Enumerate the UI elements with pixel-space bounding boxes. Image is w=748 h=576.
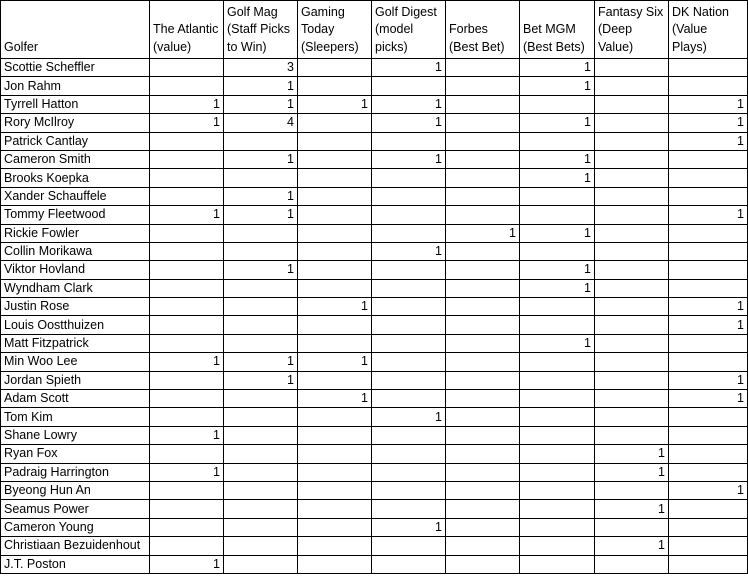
pick-count-cell: 1 [372, 95, 446, 113]
golfer-name-cell: Tyrrell Hatton [1, 95, 150, 113]
pick-count-cell: 1 [520, 114, 595, 132]
table-row [1, 114, 748, 132]
pick-count-cell: 1 [150, 95, 224, 113]
pick-count-cell [298, 169, 372, 187]
pick-count-cell [446, 187, 520, 205]
column-header: Fantasy Six (Deep Value) [595, 1, 669, 59]
golfer-name-cell: Xander Schauffele [1, 187, 150, 205]
pick-count-cell: 1 [372, 114, 446, 132]
pick-count-cell [150, 537, 224, 555]
pick-count-cell: 1 [372, 408, 446, 426]
table-row [1, 481, 748, 499]
table-row [1, 316, 748, 334]
table-row [1, 59, 748, 77]
pick-count-cell [150, 59, 224, 77]
pick-count-cell [224, 445, 298, 463]
pick-count-cell [520, 555, 595, 573]
pick-count-cell [224, 132, 298, 150]
pick-count-cell [224, 463, 298, 481]
pick-count-cell [224, 537, 298, 555]
pick-count-cell: 1 [298, 390, 372, 408]
pick-count-cell [298, 242, 372, 260]
pick-count-cell [520, 445, 595, 463]
pick-count-cell [595, 59, 669, 77]
pick-count-cell [372, 169, 446, 187]
pick-count-cell [372, 334, 446, 352]
table-row [1, 95, 748, 113]
pick-count-cell [224, 224, 298, 242]
pick-count-cell [520, 426, 595, 444]
pick-count-cell [150, 518, 224, 536]
pick-count-cell: 1 [669, 390, 748, 408]
pick-count-cell [298, 224, 372, 242]
pick-count-cell: 1 [298, 95, 372, 113]
table-row [1, 408, 748, 426]
pick-count-cell [446, 537, 520, 555]
table-row [1, 187, 748, 205]
pick-count-cell [150, 77, 224, 95]
pick-count-cell [372, 390, 446, 408]
pick-count-cell: 1 [150, 555, 224, 573]
golfer-name-cell: Patrick Cantlay [1, 132, 150, 150]
pick-count-cell [595, 353, 669, 371]
pick-count-cell [298, 555, 372, 573]
pick-count-cell: 1 [520, 261, 595, 279]
pick-count-cell [150, 224, 224, 242]
pick-count-cell [298, 59, 372, 77]
pick-count-cell [669, 279, 748, 297]
pick-count-cell [520, 537, 595, 555]
pick-count-cell: 1 [150, 426, 224, 444]
golfer-name-cell: Jordan Spieth [1, 371, 150, 389]
table-row [1, 77, 748, 95]
golfer-name-cell: Seamus Power [1, 500, 150, 518]
pick-count-cell: 1 [520, 150, 595, 168]
pick-count-cell [595, 316, 669, 334]
golfer-name-cell: Min Woo Lee [1, 353, 150, 371]
pick-count-cell [595, 206, 669, 224]
pick-count-cell [298, 463, 372, 481]
pick-count-cell [150, 298, 224, 316]
pick-count-cell [669, 408, 748, 426]
pick-count-cell [595, 77, 669, 95]
pick-count-cell [595, 518, 669, 536]
pick-count-cell: 1 [150, 114, 224, 132]
pick-count-cell [446, 242, 520, 260]
pick-count-cell [150, 169, 224, 187]
pick-count-cell: 1 [520, 77, 595, 95]
pick-count-cell: 1 [669, 206, 748, 224]
pick-count-cell: 1 [520, 279, 595, 297]
pick-count-cell [595, 187, 669, 205]
golfer-name-cell: Matt Fitzpatrick [1, 334, 150, 352]
pick-count-cell [669, 187, 748, 205]
table-row [1, 426, 748, 444]
table-row [1, 390, 748, 408]
pick-count-cell: 1 [595, 463, 669, 481]
golfer-name-cell: Collin Morikawa [1, 242, 150, 260]
pick-count-cell [669, 224, 748, 242]
pick-count-cell [150, 150, 224, 168]
table-row [1, 353, 748, 371]
pick-count-cell [150, 132, 224, 150]
pick-count-cell [298, 426, 372, 444]
column-header: Golf Digest (model picks) [372, 1, 446, 59]
pick-count-cell [298, 150, 372, 168]
pick-count-cell: 1 [224, 77, 298, 95]
pick-count-cell [446, 95, 520, 113]
column-header-golfer: Golfer [1, 1, 150, 59]
pick-count-cell [446, 481, 520, 499]
golfer-name-cell: Cameron Young [1, 518, 150, 536]
pick-count-cell [669, 150, 748, 168]
pick-count-cell [669, 555, 748, 573]
table-row [1, 169, 748, 187]
pick-count-cell [595, 95, 669, 113]
golfer-name-cell: Shane Lowry [1, 426, 150, 444]
pick-count-cell [298, 261, 372, 279]
pick-count-cell: 1 [224, 371, 298, 389]
pick-count-cell [298, 334, 372, 352]
pick-count-cell: 1 [520, 224, 595, 242]
golfer-name-cell: Byeong Hun An [1, 481, 150, 499]
pick-count-cell [446, 316, 520, 334]
pick-count-cell [595, 261, 669, 279]
pick-count-cell [298, 132, 372, 150]
pick-count-cell [446, 518, 520, 536]
pick-count-cell [150, 408, 224, 426]
table-row [1, 132, 748, 150]
pick-count-cell [446, 426, 520, 444]
pick-count-cell [446, 408, 520, 426]
pick-count-cell [224, 316, 298, 334]
pick-count-cell [150, 279, 224, 297]
golfer-name-cell: Brooks Koepka [1, 169, 150, 187]
pick-count-cell: 1 [520, 169, 595, 187]
pick-count-cell [669, 242, 748, 260]
pick-count-cell [372, 187, 446, 205]
pick-count-cell: 4 [224, 114, 298, 132]
pick-count-cell [595, 555, 669, 573]
pick-count-cell [298, 279, 372, 297]
pick-count-cell [150, 187, 224, 205]
pick-count-cell [446, 500, 520, 518]
pick-count-cell: 1 [669, 298, 748, 316]
pick-count-cell [224, 169, 298, 187]
pick-count-cell [669, 463, 748, 481]
pick-count-cell [446, 279, 520, 297]
pick-count-cell: 1 [446, 224, 520, 242]
pick-count-cell [446, 298, 520, 316]
pick-count-cell [446, 390, 520, 408]
pick-count-cell [595, 371, 669, 389]
pick-count-cell: 1 [595, 445, 669, 463]
pick-count-cell [595, 481, 669, 499]
table-header [1, 1, 748, 59]
pick-count-cell: 1 [224, 95, 298, 113]
golfer-name-cell: Padraig Harrington [1, 463, 150, 481]
golfer-name-cell: Louis Oostthuizen [1, 316, 150, 334]
pick-count-cell [520, 132, 595, 150]
pick-count-cell [372, 224, 446, 242]
table-row [1, 279, 748, 297]
pick-count-cell: 1 [224, 150, 298, 168]
pick-count-cell [669, 353, 748, 371]
pick-count-cell [595, 390, 669, 408]
table-row [1, 445, 748, 463]
pick-count-cell [446, 132, 520, 150]
pick-count-cell [298, 316, 372, 334]
pick-count-cell [298, 408, 372, 426]
pick-count-cell [446, 169, 520, 187]
pick-count-cell: 1 [595, 537, 669, 555]
pick-count-cell [298, 518, 372, 536]
golfer-name-cell: Adam Scott [1, 390, 150, 408]
column-header: Golf Mag (Staff Picks to Win) [224, 1, 298, 59]
golfer-name-cell: Cameron Smith [1, 150, 150, 168]
header-row [1, 1, 748, 59]
golfer-name-cell: Justin Rose [1, 298, 150, 316]
table-row [1, 555, 748, 573]
pick-count-cell [224, 298, 298, 316]
pick-count-cell [520, 518, 595, 536]
pick-count-cell [150, 316, 224, 334]
pick-count-cell [446, 206, 520, 224]
pick-count-cell [669, 59, 748, 77]
pick-count-cell: 1 [669, 371, 748, 389]
pick-count-cell [372, 261, 446, 279]
pick-count-cell [446, 77, 520, 95]
table-row [1, 518, 748, 536]
pick-count-cell: 1 [150, 463, 224, 481]
golfer-name-cell: Wyndham Clark [1, 279, 150, 297]
pick-count-cell [669, 518, 748, 536]
pick-count-cell [446, 555, 520, 573]
pick-count-cell [298, 481, 372, 499]
pick-count-cell [372, 316, 446, 334]
pick-count-cell [224, 500, 298, 518]
pick-count-cell [520, 187, 595, 205]
table-row [1, 261, 748, 279]
pick-count-cell: 1 [372, 150, 446, 168]
pick-count-cell [446, 445, 520, 463]
pick-count-cell [669, 334, 748, 352]
pick-count-cell [224, 408, 298, 426]
pick-count-cell: 1 [669, 132, 748, 150]
pick-count-cell [298, 114, 372, 132]
pick-count-cell [595, 150, 669, 168]
pick-count-cell [595, 408, 669, 426]
pick-count-cell [298, 371, 372, 389]
pick-count-cell [372, 279, 446, 297]
pick-count-cell [298, 206, 372, 224]
table-row [1, 206, 748, 224]
pick-count-cell [224, 426, 298, 444]
pick-count-cell: 1 [372, 518, 446, 536]
pick-count-cell [595, 279, 669, 297]
pick-count-cell [372, 426, 446, 444]
pick-count-cell [150, 242, 224, 260]
golfer-name-cell: Tommy Fleetwood [1, 206, 150, 224]
pick-count-cell [520, 463, 595, 481]
table-row [1, 224, 748, 242]
pick-count-cell [520, 371, 595, 389]
pick-count-cell [520, 316, 595, 334]
pick-count-cell: 1 [520, 59, 595, 77]
pick-count-cell [298, 500, 372, 518]
pick-count-cell [446, 353, 520, 371]
table-row [1, 150, 748, 168]
pick-count-cell: 1 [224, 261, 298, 279]
pick-count-cell [372, 77, 446, 95]
column-header: DK Nation (Value Plays) [669, 1, 748, 59]
column-header: Gaming Today (Sleepers) [298, 1, 372, 59]
pick-count-cell [520, 298, 595, 316]
pick-count-cell [595, 224, 669, 242]
pick-count-cell [372, 463, 446, 481]
pick-count-cell: 1 [298, 353, 372, 371]
pick-count-cell [224, 555, 298, 573]
pick-count-cell [446, 114, 520, 132]
table-row [1, 500, 748, 518]
pick-count-cell [372, 537, 446, 555]
pick-count-cell [150, 261, 224, 279]
pick-count-cell [224, 242, 298, 260]
pick-count-cell: 3 [224, 59, 298, 77]
pick-count-cell: 1 [669, 95, 748, 113]
pick-count-cell: 1 [298, 298, 372, 316]
pick-count-cell: 1 [372, 59, 446, 77]
pick-count-cell [595, 242, 669, 260]
pick-count-cell [669, 426, 748, 444]
table-row [1, 371, 748, 389]
pick-count-cell: 1 [150, 353, 224, 371]
pick-count-cell [150, 371, 224, 389]
pick-count-cell [595, 169, 669, 187]
column-header: Bet MGM (Best Bets) [520, 1, 595, 59]
table-row [1, 298, 748, 316]
golfer-name-cell: Christiaan Bezuidenhout [1, 537, 150, 555]
golfer-name-cell: Viktor Hovland [1, 261, 150, 279]
pick-count-cell [372, 481, 446, 499]
pick-count-cell [520, 206, 595, 224]
pick-count-cell [595, 298, 669, 316]
pick-count-cell [372, 555, 446, 573]
pick-count-cell [298, 537, 372, 555]
pick-count-cell [224, 518, 298, 536]
pick-count-cell [520, 481, 595, 499]
pick-count-cell: 1 [520, 334, 595, 352]
pick-count-cell [372, 132, 446, 150]
table-row [1, 334, 748, 352]
pick-count-cell [150, 445, 224, 463]
pick-count-cell [150, 500, 224, 518]
pick-count-cell [372, 206, 446, 224]
golfer-name-cell: Jon Rahm [1, 77, 150, 95]
table-row [1, 242, 748, 260]
pick-count-cell: 1 [669, 316, 748, 334]
pick-count-cell [669, 445, 748, 463]
pick-count-cell [298, 187, 372, 205]
golfer-name-cell: Rory McIlroy [1, 114, 150, 132]
table-body [1, 59, 748, 574]
pick-count-cell [669, 537, 748, 555]
pick-count-cell: 1 [595, 500, 669, 518]
pick-count-cell [372, 298, 446, 316]
pick-count-cell [446, 261, 520, 279]
golfer-name-cell: Rickie Fowler [1, 224, 150, 242]
pick-count-cell [224, 390, 298, 408]
pick-count-cell [446, 150, 520, 168]
golfer-name-cell: Ryan Fox [1, 445, 150, 463]
pick-count-cell [669, 261, 748, 279]
pick-count-cell [595, 334, 669, 352]
pick-count-cell [520, 353, 595, 371]
pick-count-cell: 1 [224, 206, 298, 224]
pick-count-cell [372, 500, 446, 518]
pick-count-cell [372, 445, 446, 463]
golfer-name-cell: Scottie Scheffler [1, 59, 150, 77]
pick-count-cell [520, 95, 595, 113]
pick-count-cell [298, 445, 372, 463]
pick-count-cell [446, 463, 520, 481]
pick-count-cell [372, 353, 446, 371]
table-row [1, 463, 748, 481]
pick-count-cell [520, 390, 595, 408]
pick-count-cell [150, 481, 224, 499]
pick-count-cell [150, 390, 224, 408]
column-header: Forbes (Best Bet) [446, 1, 520, 59]
pick-count-cell [669, 169, 748, 187]
pick-count-cell [446, 371, 520, 389]
pick-count-cell [298, 77, 372, 95]
pick-count-cell [446, 59, 520, 77]
pick-count-cell [372, 371, 446, 389]
pick-count-cell [520, 500, 595, 518]
pick-count-cell: 1 [669, 114, 748, 132]
pick-count-cell: 1 [150, 206, 224, 224]
pick-count-cell: 1 [372, 242, 446, 260]
pick-count-cell [669, 500, 748, 518]
pick-count-cell [520, 242, 595, 260]
pick-count-cell [595, 114, 669, 132]
pick-count-cell [520, 408, 595, 426]
pick-count-cell [150, 334, 224, 352]
pick-count-cell [669, 77, 748, 95]
pick-count-cell [595, 426, 669, 444]
golfer-name-cell: Tom Kim [1, 408, 150, 426]
table-row [1, 537, 748, 555]
pick-count-cell: 1 [224, 353, 298, 371]
pick-count-cell [224, 279, 298, 297]
column-header: The Atlantic (value) [150, 1, 224, 59]
golfer-name-cell: J.T. Poston [1, 555, 150, 573]
pick-count-cell: 1 [669, 481, 748, 499]
pick-count-cell [224, 481, 298, 499]
pick-count-cell: 1 [224, 187, 298, 205]
pick-count-cell [224, 334, 298, 352]
pick-count-cell [595, 132, 669, 150]
pick-count-cell [446, 334, 520, 352]
